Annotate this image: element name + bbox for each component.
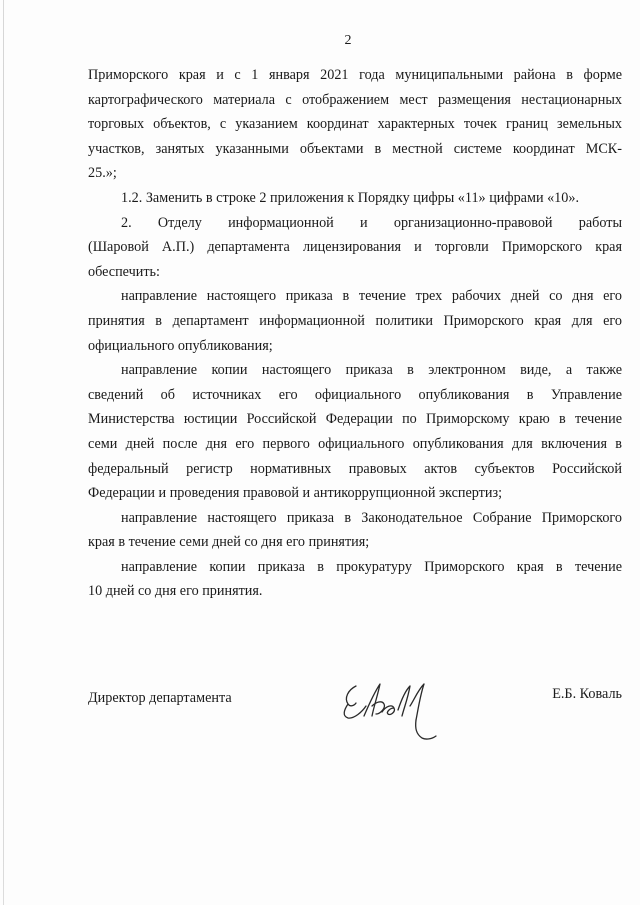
text-line: принятия в департамент информационной политики Приморского края для его: [88, 312, 622, 329]
text-line: направление копии приказа в прокуратуру Приморского края в течение: [121, 558, 622, 575]
text-line: 1.2. Заменить в строке 2 приложения к Порядку цифры «11» цифрами «10».: [121, 189, 580, 206]
text-line: официального опубликования;: [88, 337, 273, 354]
text-line: Приморского края и с 1 января 2021 года муниципальными района в форме: [88, 67, 622, 83]
text-line: участков, занятых указанными объектами в местной системе координат МСК-: [88, 140, 622, 157]
text-line: направление настоящего приказа в Законодательное Собрание Приморского: [121, 509, 622, 526]
text-line: 25.»;: [88, 165, 117, 182]
text-line: Федерации и проведения правовой и антикоррупционной экспертиз;: [88, 485, 503, 502]
text-line: сведений об источниках его официального опубликования в Управление: [88, 386, 622, 403]
document-body: [88, 63, 622, 604]
text-line: Министерства юстиции Российской Федерации по Приморскому краю в течение: [88, 411, 622, 428]
signatory-name: Е.Б. Коваль: [552, 686, 622, 702]
text-line: торговых объектов, с указанием координат характерных точек границ земельных: [88, 116, 622, 133]
text-line: направление копии настоящего приказа в электронном виде, а также: [121, 362, 622, 379]
text-line: семи дней после дня его первого официального опубликования для включения в: [88, 435, 622, 452]
text-line: 2. Отделу информационной и организационно-правовой работы: [121, 214, 622, 231]
signature-block: [88, 676, 628, 766]
signatory-title: Директор департамента: [88, 690, 232, 706]
text-line: края в течение семи дней со дня его принятия;: [88, 534, 370, 551]
page-number: 2: [344, 33, 352, 48]
text-line: направление настоящего приказа в течение трех рабочих дней со дня его: [121, 288, 622, 305]
text-line: (Шаровой А.П.) департамента лицензирования и торговли Приморского края: [88, 239, 622, 256]
text-line: 10 дней со дня его принятия.: [88, 583, 263, 600]
text-line: федеральный регистр нормативных правовых актов субъектов Российской: [88, 460, 622, 477]
handwritten-signature: [336, 676, 446, 746]
text-line: картографического материала с отображением мест размещения нестационарных: [88, 91, 622, 108]
text-line: обеспечить:: [88, 263, 160, 280]
scan-edge: [3, 0, 4, 905]
